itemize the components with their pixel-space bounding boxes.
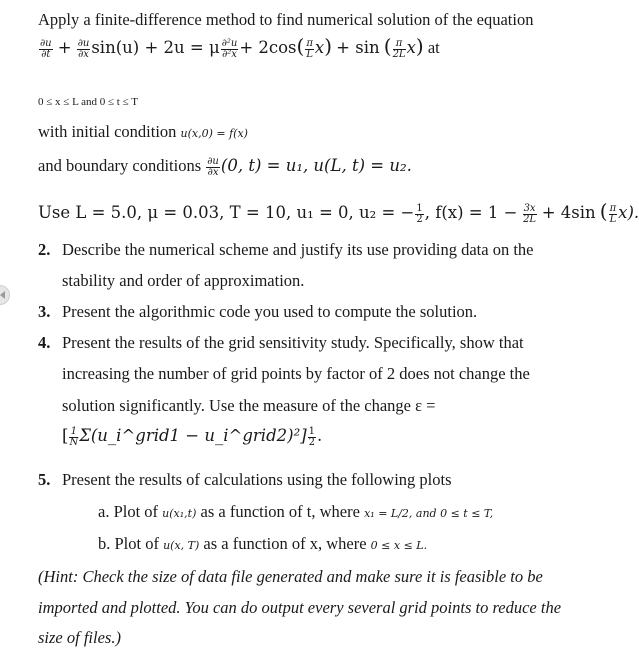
sub-item-b: b. Plot of u(x, T) as a function of x, where 0 ≤ x ≤ L. — [98, 534, 428, 553]
list-item-4-cont-1: increasing the number of grid points by factor of 2 does not change the — [62, 364, 530, 383]
side-collapse-icon[interactable] — [0, 285, 10, 305]
list-item-2-cont: stability and order of approximation. — [62, 271, 305, 290]
list-item-4-cont-2: solution significantly. Use the measure of the change ε = — [62, 396, 436, 415]
list-item-5: 5. Present the results of calculations using the following plots — [38, 470, 452, 489]
boundary-conditions: and boundary conditions $\frac{\partial u}{\partial x}$ (0, t) = u₁, u(L, t) = u₂. — [38, 155, 412, 178]
list-item-3: 3. Present the algorithmic code you used to compute the solution. — [38, 302, 478, 321]
parameter-values: Use L = 5.0, μ = 0.03, T = 10, u₁ = 0, u₂ = − $\frac{1}{2}$ , f(x) = 1 − $\frac{3x}{2L}$ + 4sin ( $\frac{\pi}{L}$ x). — [38, 199, 639, 225]
hint-line-2: imported and plotted. You can do output every several grid points to reduce the — [38, 598, 562, 617]
sub-item-a: a. Plot of u(x₁,t) as a function of t, where x₁ = L/2, and 0 ≤ t ≤ T, — [98, 502, 494, 521]
intro-text: Apply a finite-difference method to find numerical solution of the equation — [38, 10, 534, 29]
initial-condition: with initial condition u(x,0) = f(x) — [38, 122, 248, 141]
hint-line-1: (Hint: Check the size of data file generated and make sure it is feasible to be — [38, 567, 543, 586]
domain-condition: 0 ≤ x ≤ L and 0 ≤ t ≤ T — [38, 96, 138, 108]
hint-line-3: size of files.) — [38, 628, 121, 647]
pde-equation: $\frac{\partial u}{\partial t}$ + $\frac{\partial u}{\partial x}$ sin(u) + 2u = μ $\frac{\text{∂²u}}{\text{∂²x}}$ + 2cos( $\frac{\pi}{L}$ x) + sin ( $\frac{\pi}{2L}$ x) at — [40, 34, 440, 60]
list-item-2: 2. Describe the numerical scheme and justify its use providing data on the — [38, 240, 534, 259]
list-item-4: 4. Present the results of the grid sensitivity study. Specifically, show that — [38, 333, 524, 352]
epsilon-formula: [ $\frac{1}{N}$ Σ(u_i^grid1 − u_i^grid2)²] $\frac{1}{2}$ . — [62, 425, 323, 448]
